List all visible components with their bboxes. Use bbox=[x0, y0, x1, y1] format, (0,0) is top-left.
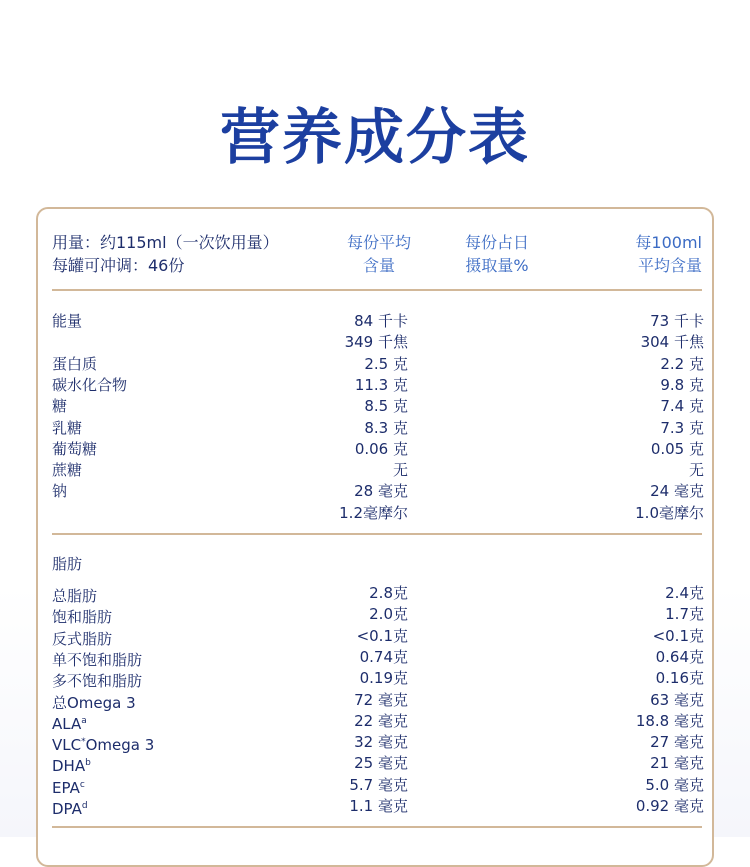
column-header-per-100ml bbox=[612, 231, 702, 277]
value-per-100ml: 0.16克 bbox=[655, 669, 704, 688]
table-row bbox=[38, 439, 716, 460]
table-row bbox=[38, 332, 716, 353]
nutrient-label: ALA$^a$ bbox=[52, 714, 87, 733]
column-header-line: 含量 bbox=[362, 256, 395, 275]
serving-size-text: 用量：约115ml（一次饮用量） bbox=[52, 233, 279, 252]
value-per-100ml: 1.0毫摩尔 bbox=[635, 503, 704, 522]
value-per-serving: 32 毫克 bbox=[354, 733, 408, 752]
value-per-serving: 0.19克 bbox=[359, 669, 408, 688]
table-row bbox=[38, 354, 716, 375]
column-header-line: 每份平均 bbox=[346, 233, 411, 252]
table-row bbox=[38, 311, 716, 332]
value-per-100ml: 0.05 克 bbox=[650, 439, 704, 458]
value-per-serving: 1.1 毫克 bbox=[349, 797, 408, 815]
value-per-100ml: 2.4克 bbox=[665, 584, 704, 602]
page-title: 营养成分表 bbox=[220, 103, 530, 173]
table-row bbox=[38, 796, 716, 817]
nutrition-table bbox=[36, 207, 714, 867]
value-per-serving: 1.2毫摩尔 bbox=[339, 503, 408, 522]
nutrient-label: 多不饱和脂肪 bbox=[52, 672, 143, 691]
value-per-serving: 2.8克 bbox=[369, 584, 408, 602]
value-per-100ml: 18.8 毫克 bbox=[635, 711, 704, 730]
table-row bbox=[38, 418, 716, 439]
divider bbox=[52, 826, 702, 828]
column-header-line: 摄取量% bbox=[465, 256, 529, 275]
value-per-serving: 349 千焦 bbox=[344, 333, 408, 352]
nutrient-label: VLC*Omega 3 bbox=[52, 736, 155, 755]
table-row bbox=[38, 375, 716, 396]
table-row bbox=[38, 626, 716, 647]
column-header-line: 平均含量 bbox=[637, 256, 702, 275]
nutrient-label: 单不饱和脂肪 bbox=[52, 650, 143, 669]
nutrient-label: 反式脂肪 bbox=[52, 629, 113, 648]
value-per-serving: 28 毫克 bbox=[354, 482, 408, 501]
column-header-line: 每100ml bbox=[635, 233, 702, 252]
section-title-fat: 脂肪 bbox=[52, 555, 83, 573]
value-per-serving: 2.0克 bbox=[369, 605, 408, 624]
value-per-100ml: 7.3 克 bbox=[660, 418, 704, 437]
value-per-100ml: 2.2 克 bbox=[660, 354, 704, 373]
nutrient-label: 能量 bbox=[52, 312, 83, 330]
value-per-100ml: 9.8 克 bbox=[660, 375, 704, 394]
table-row bbox=[38, 396, 716, 417]
nutrient-label: 蔗糖 bbox=[52, 461, 83, 480]
value-per-100ml: 5.0 毫克 bbox=[645, 775, 704, 794]
value-per-100ml: 无 bbox=[688, 461, 704, 480]
nutrient-label: 蛋白质 bbox=[52, 354, 98, 373]
value-per-100ml: 304 千焦 bbox=[640, 333, 704, 352]
table-row bbox=[38, 647, 716, 668]
nutrient-label: EPA$^c$ bbox=[52, 778, 85, 797]
value-per-serving: 0.74克 bbox=[359, 647, 408, 666]
nutrient-label: 糖 bbox=[52, 397, 68, 416]
table-row bbox=[38, 732, 716, 753]
nutrient-label: 总脂肪 bbox=[52, 587, 98, 605]
value-per-serving: <0.1克 bbox=[356, 626, 408, 645]
nutrient-label: 乳糖 bbox=[52, 418, 83, 437]
value-per-serving: 0.06 克 bbox=[354, 439, 408, 458]
table-row bbox=[38, 753, 716, 774]
nutrient-label: 总Omega 3 bbox=[52, 693, 136, 712]
divider bbox=[52, 289, 702, 291]
column-header-line: 每份占日 bbox=[464, 233, 529, 252]
column-header-daily-percent bbox=[452, 231, 542, 277]
nutrient-label: DHA$^b$ bbox=[52, 757, 91, 776]
table-row bbox=[38, 668, 716, 689]
table-row bbox=[38, 460, 716, 481]
value-per-serving: 84 千卡 bbox=[354, 312, 408, 330]
serving-info bbox=[52, 231, 279, 277]
table-row bbox=[38, 690, 716, 711]
value-per-100ml: 0.92 毫克 bbox=[635, 797, 704, 815]
value-per-serving: 22 毫克 bbox=[354, 711, 408, 730]
value-per-serving: 8.5 克 bbox=[364, 397, 408, 416]
value-per-serving: 25 毫克 bbox=[354, 754, 408, 773]
value-per-100ml: 7.4 克 bbox=[660, 397, 704, 416]
value-per-100ml: 1.7克 bbox=[665, 605, 704, 624]
table-row bbox=[38, 604, 716, 625]
value-per-100ml: 27 毫克 bbox=[650, 733, 704, 752]
servings-per-can-text: 每罐可冲调：46份 bbox=[52, 256, 185, 275]
value-per-100ml: 24 毫克 bbox=[650, 482, 704, 501]
table-row bbox=[38, 583, 716, 604]
table-row bbox=[38, 711, 716, 732]
value-per-serving: 5.7 毫克 bbox=[349, 775, 408, 794]
value-per-serving: 11.3 克 bbox=[354, 375, 408, 394]
value-per-100ml: 21 毫克 bbox=[650, 754, 704, 773]
nutrient-label: 钠 bbox=[52, 482, 68, 501]
divider bbox=[52, 533, 702, 535]
value-per-serving: 8.3 克 bbox=[364, 418, 408, 437]
table-row bbox=[38, 503, 716, 524]
nutrient-label: 碳水化合物 bbox=[52, 375, 128, 394]
value-per-100ml: 73 千卡 bbox=[650, 312, 704, 330]
nutrient-label: 饱和脂肪 bbox=[52, 608, 113, 627]
value-per-serving: 72 毫克 bbox=[354, 690, 408, 709]
value-per-100ml: <0.1克 bbox=[652, 626, 704, 645]
table-row bbox=[38, 481, 716, 502]
value-per-serving: 2.5 克 bbox=[364, 354, 408, 373]
nutrient-label: DPA$^d$ bbox=[52, 800, 88, 818]
value-per-100ml: 0.64克 bbox=[655, 647, 704, 666]
value-per-100ml: 63 毫克 bbox=[650, 690, 704, 709]
column-header-per-serving bbox=[336, 231, 422, 277]
nutrient-label: 葡萄糖 bbox=[52, 439, 98, 458]
value-per-serving: 无 bbox=[392, 461, 408, 480]
table-row bbox=[38, 775, 716, 796]
